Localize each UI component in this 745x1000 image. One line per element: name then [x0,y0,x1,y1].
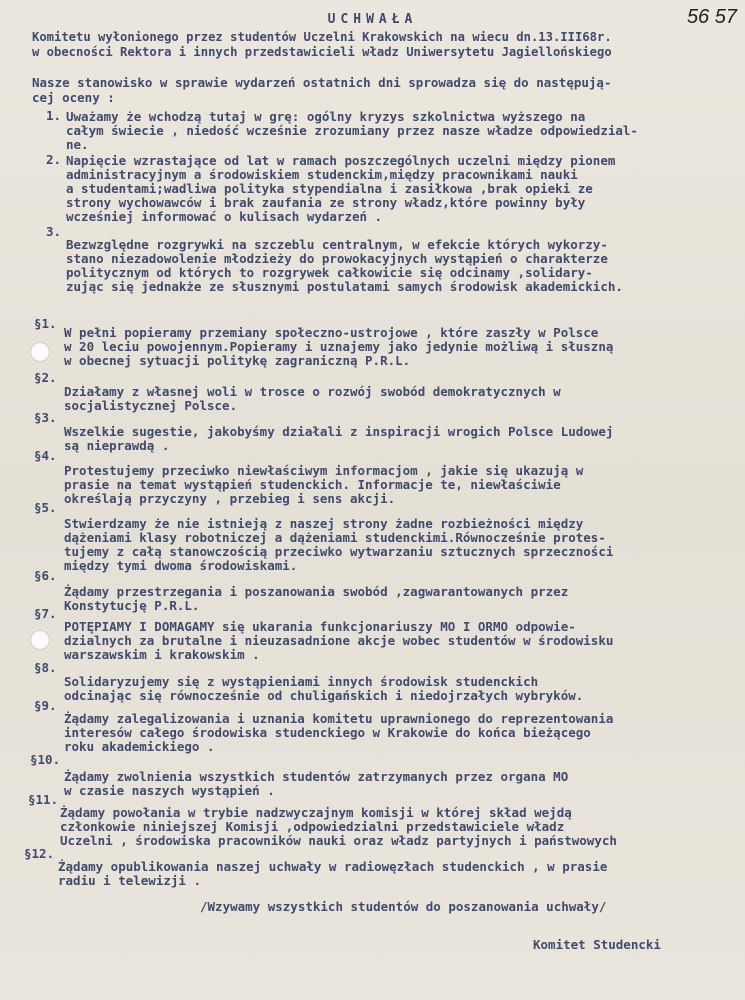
intro-line: cej oceny : [32,90,115,105]
point-line: Bezwzględne rozgrywki na szczeblu centralnym, w efekcie których wykorzy- [66,237,608,252]
section-line: roku akademickiego . [64,739,215,754]
section-line: są nieprawdą . [64,438,170,453]
section-number: §2. [34,370,57,385]
section-line: Uczelni , środowiska pracowników nauki oraz władz partyjnych i państwowych [60,833,617,848]
section-number: §9. [34,698,57,713]
section-line: między tymi dwoma środowiskami. [64,558,298,573]
section-line: określają przyczyny , przebieg i sens akcji. [64,491,396,506]
section-line: interesów całego środowiska studenckiego w Krakowie do końca bieżącego [64,725,591,740]
section-number: §4. [34,448,57,463]
section-line: Protestujemy przeciwko niewłaściwym informacjom , jakie się ukazują w [64,463,584,478]
section-line: Żądamy zalegalizowania i uznania komitetu uprawnionego do reprezentowania [64,711,614,726]
section-line: członkowie niniejszej Komisji ,odpowiedzialni przedstawiciele władz [60,819,565,834]
section-line: dzialnych za brutalne i nieuzasadnione akcje wobec studentów w środowisku [64,633,614,648]
header-line: Komitetu wyłonionego przez studentów Uczelni Krakowskich na wiecu dn.13.III68r. [32,30,612,44]
point-line: politycznym od których to rozgrywek całkowicie się odcinamy ,solidary- [66,265,593,280]
section-line: Żądamy powołania w trybie nadzwyczajnym komisji w której skład wejdą [60,805,572,820]
signature: Komitet Studencki [533,937,661,952]
point-line: zując się jednakże ze słusznymi postulatami samych środowisk akademickich. [66,279,623,294]
point-line: ne. [66,137,89,152]
point-line: stano niezadowolenie młodzieży do prowokacyjnych wystąpień o charakterze [66,251,608,266]
point-number: 2. [46,152,62,167]
section-line: prasie na temat wystąpień studenckich. Informacje te, niewłaściwie [64,477,561,492]
punch-hole [30,630,50,650]
section-line: w 20 leciu powojennym.Popieramy i uznajemy jako jedynie możliwą i słuszną [64,339,614,354]
point-line: Uważamy że wchodzą tutaj w grę: ogólny kryzys szkolnictwa wyższego na [66,109,586,124]
section-number: §1. [34,316,57,331]
section-number: §5. [34,500,57,515]
document-title: UCHWAŁA [327,12,418,27]
section-line: warszawskim i krakowskim . [64,647,260,662]
section-line: radiu i telewizji . [58,873,201,888]
section-line: Konstytucję P.R.L. [64,598,200,613]
punch-hole [30,342,50,362]
section-line: Żądamy przestrzegania i poszanowania swobód ,zagwarantowanych przez [64,584,569,599]
section-number: §12. [24,846,55,861]
section-number: §10. [30,752,61,767]
section-line: POTĘPIAMY I DOMAGAMY się ukarania funkcjonariuszy MO I ORMO odpowie- [64,619,576,634]
point-line: Napięcie wzrastające od lat w ramach poszczególnych uczelni między pionem [66,153,616,168]
section-number: §6. [34,568,57,583]
section-line: Wszelkie sugestie, jakobyśmy działali z inspiracji wrogich Polsce Ludowej [64,424,614,439]
section-number: §3. [34,410,57,425]
section-line: W pełni popieramy przemiany społeczno-ustrojowe , które zaszły w Polsce [64,325,599,340]
section-line: odcinając się równocześnie od chuligańskich i niedojrzałych wybryków. [64,688,584,703]
section-line: w obecnej sytuacji politykę zagraniczną P.R.L. [64,353,411,368]
section-number: §7. [34,606,57,621]
section-line: socjalistycznej Polsce. [64,398,238,413]
point-line: całym świecie , niedość wcześnie zrozumiany przez nasze władze odpowiedzial- [66,123,638,138]
section-line: tujemy z całą stanowczością przeciwko wytwarzaniu sztucznych sprzeczności [64,544,614,559]
section-line: Stwierdzamy że nie istnieją z naszej strony żadne rozbieżności między [64,516,584,531]
intro-line: Nasze stanowisko w sprawie wydarzeń ostatnich dni sprowadza się do następują- [32,75,612,90]
section-number: §8. [34,660,57,675]
point-line: administracyjnym a środowiskiem studenckim,między pracownikami nauki [66,167,578,182]
closing-line: /Wzywamy wszystkich studentów do poszanowania uchwały/ [200,899,607,914]
section-line: dążeniami klasy robotniczej a dążeniami studenckimi.Równocześnie protes- [64,530,606,545]
point-number: 3. [46,224,62,239]
section-number: §11. [28,792,59,807]
section-line: Żądamy opublikowania naszej uchwały w radiowęzłach studenckich , w prasie [58,859,608,874]
page-number: 56 57 [686,6,737,28]
point-line: strony wychowawców i brak zaufania ze strony władz,które powinny były [66,195,586,210]
point-number: 1. [46,108,62,123]
section-line: Żądamy zwolnienia wszystkich studentów zatrzymanych przez organa MO [64,769,569,784]
section-line: w czasie naszych wystąpień . [64,783,275,798]
header-line: w obecności Rektora i innych przedstawicieli władz Uniwersytetu Jagiellońskiego [32,45,612,59]
section-line: Solidaryzujemy się z wystąpieniami innych środowisk studenckich [64,674,539,689]
point-line: a studentami;wadliwa polityka stypendialna i zasiłkowa ,brak opieki ze [66,181,593,196]
point-line: wcześniej informować o kulisach wydarzeń . [66,209,383,224]
section-line: Działamy z własnej woli w trosce o rozwój swobód demokratycznych w [64,384,561,399]
